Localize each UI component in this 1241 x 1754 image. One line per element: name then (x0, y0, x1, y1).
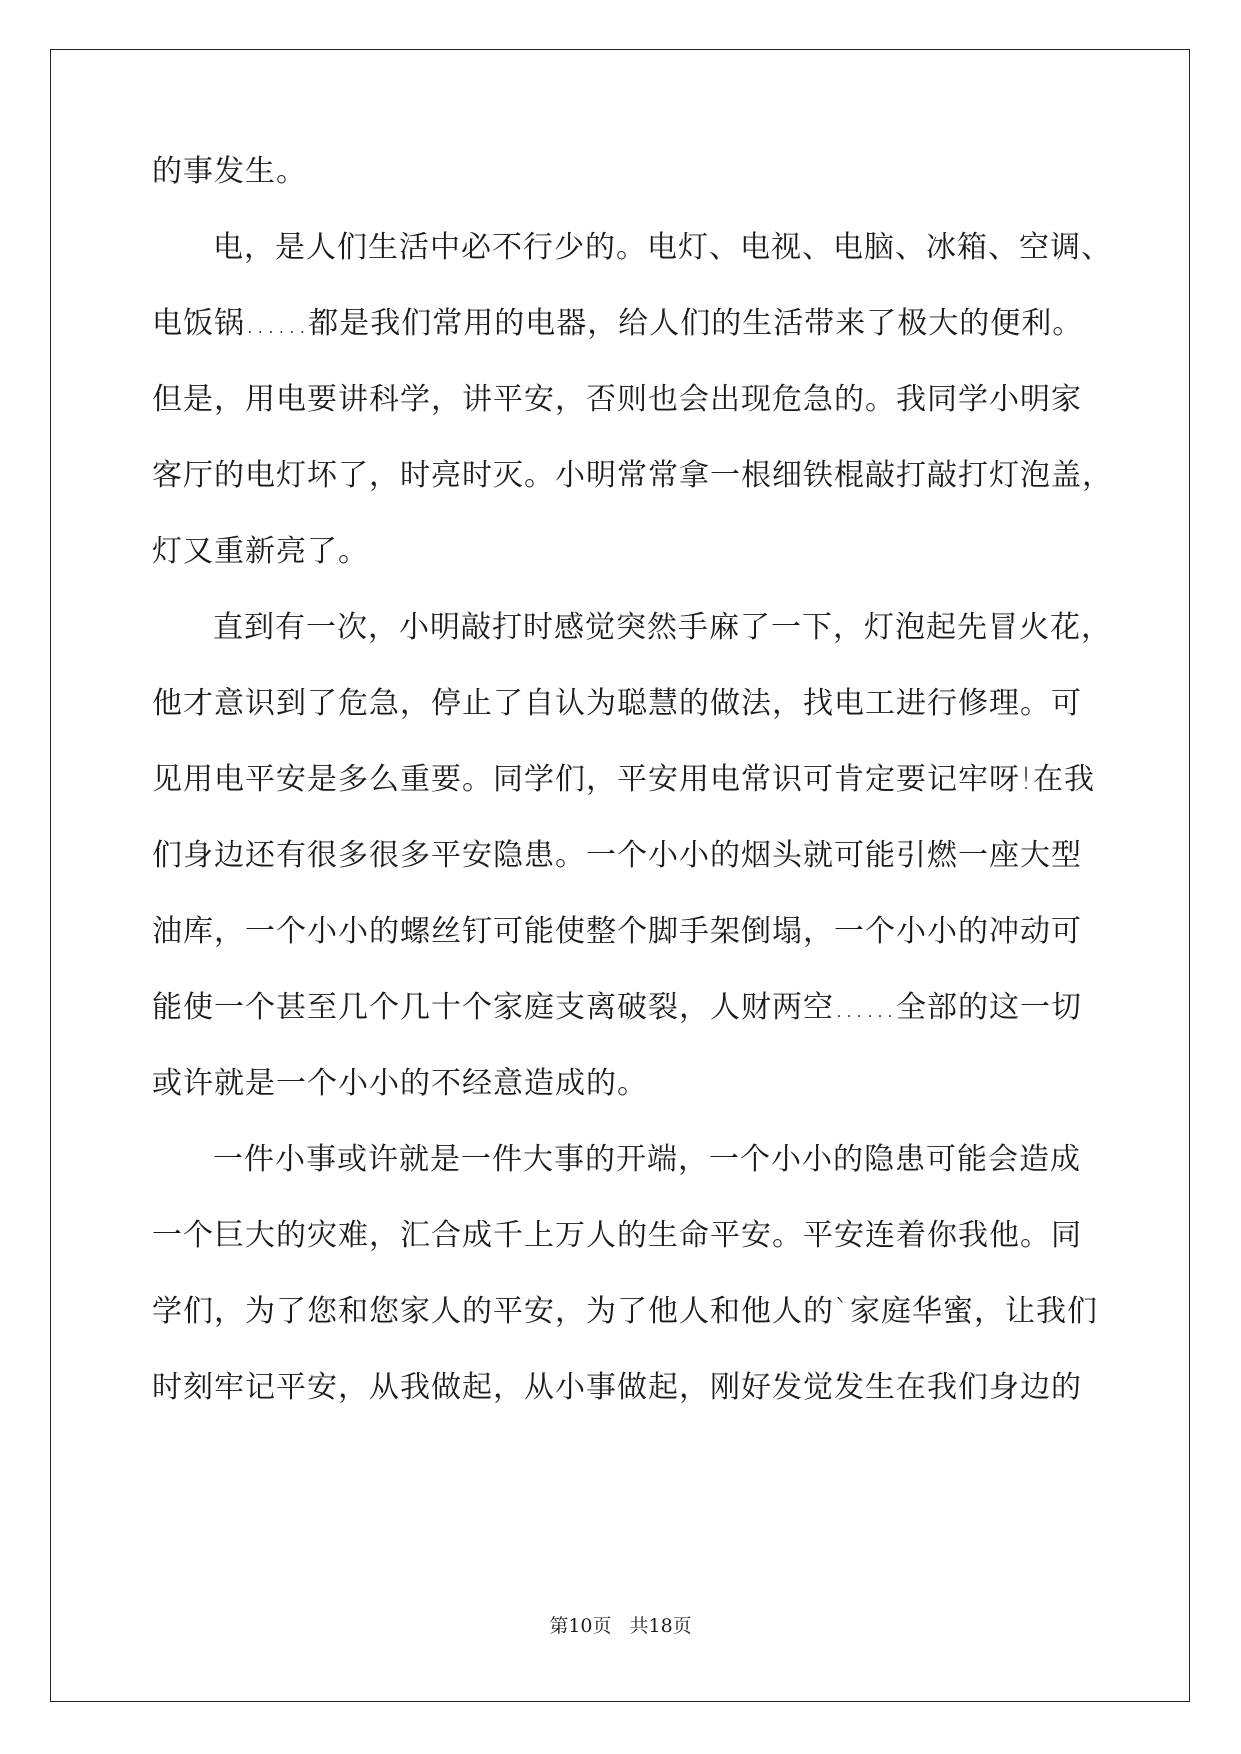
text-line: 时刻牢记平安，从我做起，从小事做起，刚好发觉发生在我们身边的 (152, 1370, 1082, 1405)
text-line: 一件小事或许就是一件大事的开端，一个小小的隐患可能会造成 (213, 1142, 1081, 1177)
text-line: 的事发生。 (152, 154, 307, 189)
text-line: 能使一个甚至几个几十个家庭支离破裂，人财两空……全部的这一切 (152, 990, 1082, 1025)
text-line: 见用电平安是多么重要。同学们，平安用电常识可肯定要记牢呀!在我 (152, 762, 1096, 797)
text-line: 但是，用电要讲科学，讲平安，否则也会出现危急的。我同学小明家 (152, 382, 1082, 417)
text-line: 或许就是一个小小的不经意造成的。 (152, 1066, 648, 1101)
page-number: 第10页 (549, 1615, 612, 1637)
text-line: 灯又重新亮了。 (152, 534, 369, 569)
text-line: 直到有一次，小明敲打时感觉突然手麻了一下，灯泡起先冒火花， (213, 610, 1112, 645)
text-line: 客厅的电灯坏了，时亮时灭。小明常常拿一根细铁棍敲打敲打灯泡盖， (152, 458, 1113, 493)
text-line: 学们，为了您和您家人的平安，为了他人和他人的`家庭华蜜，让我们 (152, 1294, 1098, 1329)
text-line: 一个巨大的灾难，汇合成千上万人的生命平安。平安连着你我他。同 (152, 1218, 1082, 1253)
text-line: 们身边还有很多很多平安隐患。一个小小的烟头就可能引燃一座大型 (152, 838, 1082, 873)
page-total: 共18页 (629, 1615, 692, 1637)
text-line: 电，是人们生活中必不行少的。电灯、电视、电脑、冰箱、空调、 (213, 230, 1112, 265)
page-footer (0, 1614, 1241, 1638)
text-line: 油库，一个小小的螺丝钉可能使整个脚手架倒塌，一个小小的冲动可 (152, 914, 1082, 949)
text-line: 他才意识到了危急，停止了自认为聪慧的做法，找电工进行修理。可 (152, 686, 1082, 721)
text-line: 电饭锅......都是我们常用的电器，给人们的生活带来了极大的便利。 (152, 306, 1084, 341)
